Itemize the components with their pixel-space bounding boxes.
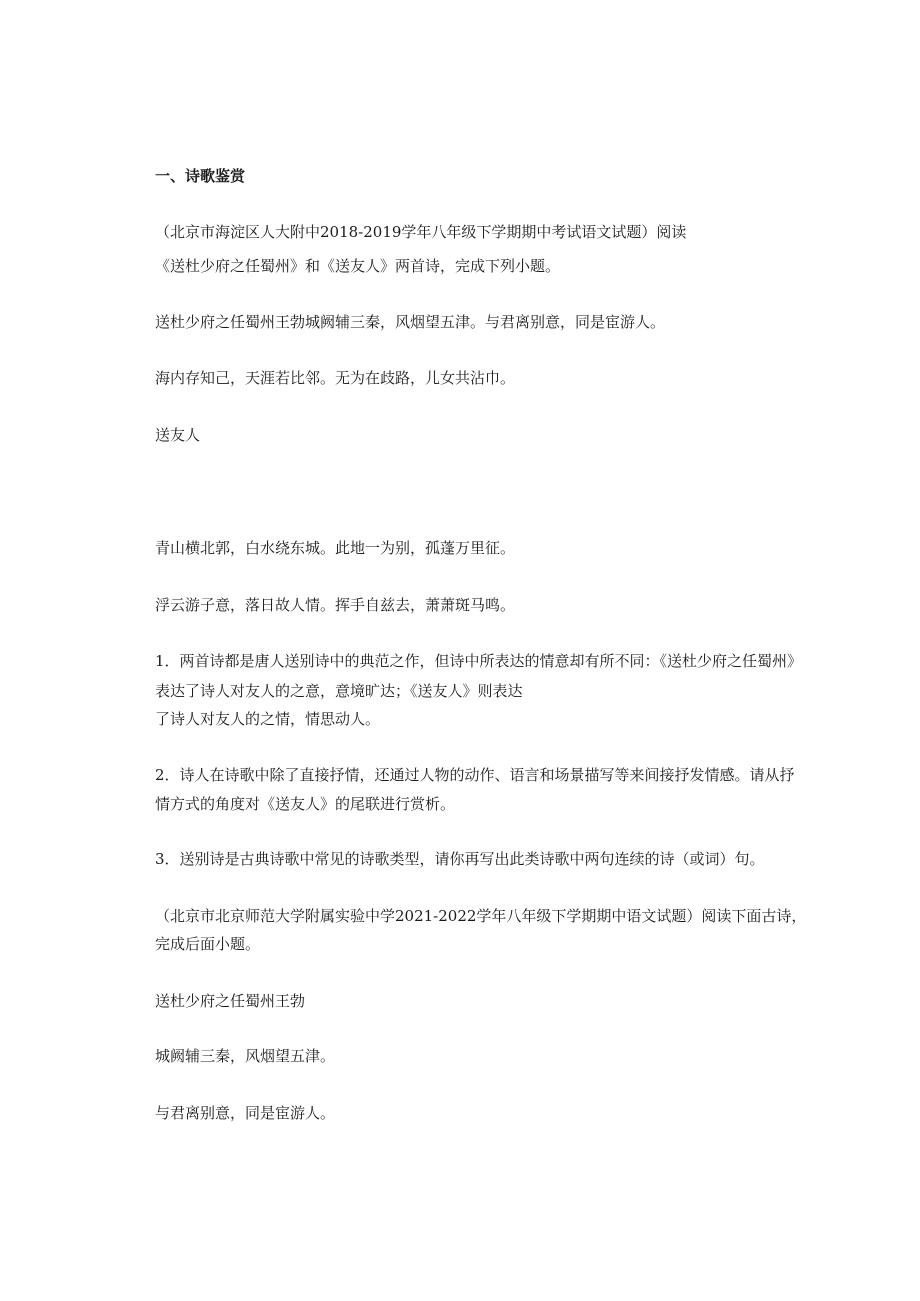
intro-line-1: （北京市海淀区人大附中2018-2019学年八年级下学期期中考试语文试题）阅读 (155, 223, 687, 241)
question-1-line-2: 表达了诗人对友人的之意，意境旷达；《送友人》则表达 (155, 682, 523, 700)
poem2-title: 送友人 (155, 426, 201, 444)
intro2-line-1: （北京市北京师范大学附属实验中学2021-2022学年八年级下学期期中语文试题）阅读下面古诗， (155, 907, 807, 925)
poem3-title: 送杜少府之任蜀州王勃 (155, 992, 306, 1010)
question-2-line-1: 2．诗人在诗歌中除了直接抒情，还通过人物的动作、语言和场景描写等来间接抒发情感。请从抒 (155, 766, 795, 784)
poem3-line-1: 城阙辅三秦，风烟望五津。 (155, 1047, 336, 1065)
poem2-line-2: 浮云游子意，落日故人情。挥手自兹去，萧萧斑马鸣。 (155, 596, 516, 614)
poem2-line-1: 青山横北郭，白水绕东城。此地一为别，孤蓬万里征。 (155, 539, 516, 557)
question-1-line-1: 1．两首诗都是唐人送别诗中的典范之作，但诗中所表达的情意却有所不同：《送杜少府之任蜀州》 (155, 652, 803, 670)
poem1-line-2: 海内存知己，天涯若比邻。无为在歧路，儿女共沾巾。 (155, 369, 516, 387)
question-1-line-3: 了诗人对友人的之情，情思动人。 (155, 710, 381, 728)
intro-line-2: 《送杜少府之任蜀州》和《送友人》两首诗，完成下列小题。 (155, 257, 561, 275)
question-2-line-2: 情方式的角度对《送友人》的尾联进行赏析。 (155, 795, 456, 813)
intro2-line-2: 完成后面小题。 (155, 935, 261, 953)
poem1-line-1: 送杜少府之任蜀州王勃城阙辅三秦，风烟望五津。与君离别意，同是宦游人。 (155, 313, 666, 331)
section-title: 一、诗歌鉴赏 (155, 167, 246, 185)
question-3-line-1: 3．送别诗是古典诗歌中常见的诗歌类型，请你再写出此类诗歌中两句连续的诗（或词）句。 (155, 850, 765, 868)
poem3-line-2: 与君离别意，同是宦游人。 (155, 1104, 336, 1122)
